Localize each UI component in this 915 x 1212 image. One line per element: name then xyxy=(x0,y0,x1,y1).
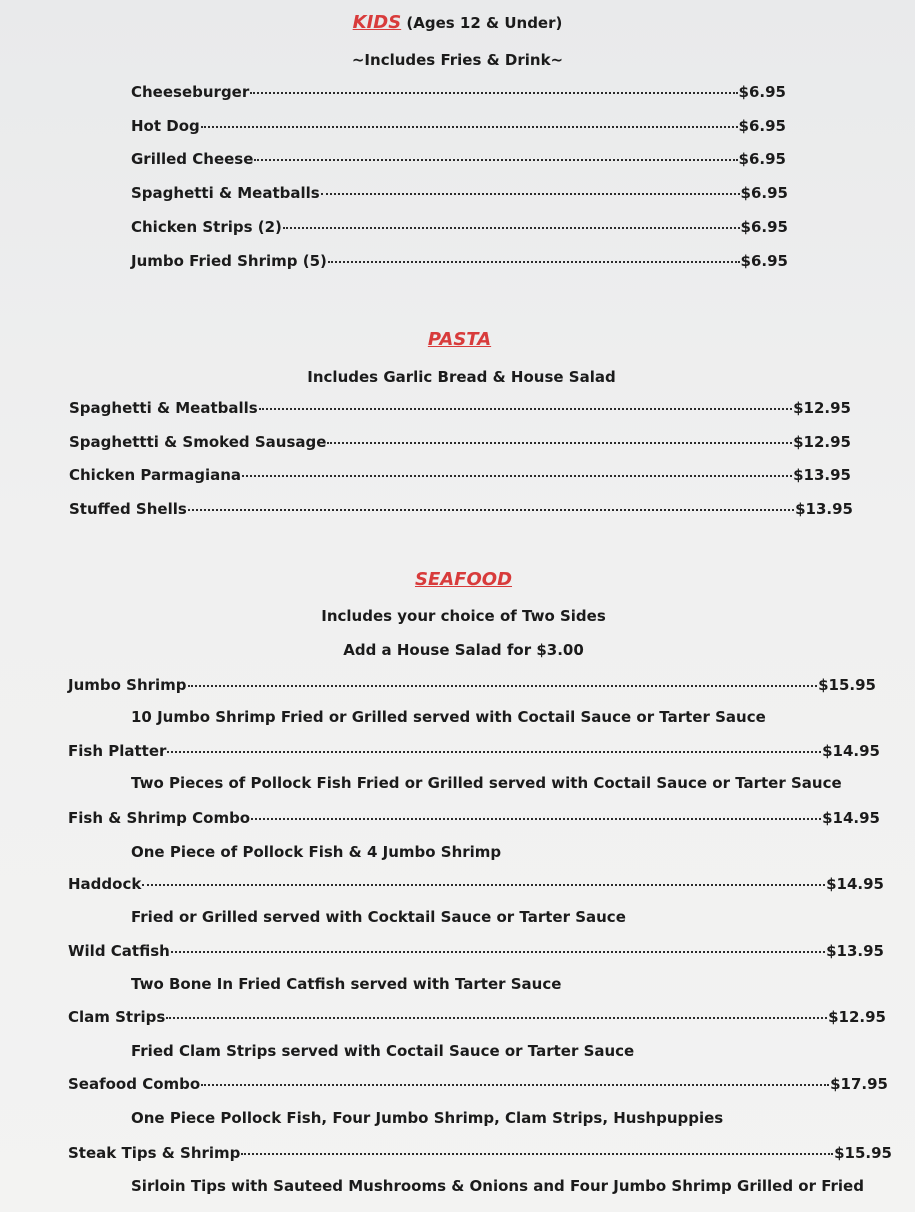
menu-row xyxy=(131,83,786,101)
menu-row xyxy=(69,500,853,518)
menu-row xyxy=(69,466,851,484)
dot-leader xyxy=(201,126,738,128)
item-price: $13.95 xyxy=(793,466,851,484)
seafood-subtitle-sides: Includes your choice of Two Sides xyxy=(321,607,606,625)
kids-header xyxy=(0,12,915,33)
item-name: Spaghetti & Meatballs xyxy=(69,399,258,417)
seafood-subtitle-salad: Add a House Salad for $3.00 xyxy=(343,641,584,659)
kids-heading: KIDS xyxy=(352,12,402,33)
dot-leader xyxy=(254,159,737,161)
kids-heading-suffix: (Ages 12 & Under) xyxy=(401,14,563,32)
item-name: Chicken Strips (2) xyxy=(131,218,282,236)
item-description: Fried Clam Strips served with Coctail Sauce or Tarter Sauce xyxy=(131,1042,635,1060)
dot-leader xyxy=(321,193,740,195)
item-price: $6.95 xyxy=(740,252,788,270)
item-name: Grilled Cheese xyxy=(131,150,254,168)
dot-leader xyxy=(328,261,740,263)
item-name: Seafood Combo xyxy=(68,1075,201,1093)
kids-subtitle: ~Includes Fries & Drink~ xyxy=(351,51,564,69)
item-name: Chicken Parmagiana xyxy=(69,466,242,484)
item-price: $12.95 xyxy=(793,399,851,417)
item-price: $17.95 xyxy=(830,1075,888,1093)
menu-row xyxy=(68,676,876,694)
item-name: Jumbo Shrimp xyxy=(68,676,187,694)
item-price: $6.95 xyxy=(740,218,788,236)
item-price: $14.95 xyxy=(822,809,880,827)
pasta-header xyxy=(2,329,915,350)
pasta-heading: PASTA xyxy=(427,329,492,350)
dot-leader xyxy=(166,1017,827,1019)
item-description: One Piece Pollock Fish, Four Jumbo Shrimp, Clam Strips, Hushpuppies xyxy=(131,1109,724,1127)
seafood-heading: SEAFOOD xyxy=(414,569,513,590)
menu-row xyxy=(68,1008,886,1026)
item-price: $15.95 xyxy=(834,1144,892,1162)
item-name: Stuffed Shells xyxy=(69,500,187,518)
menu-row xyxy=(69,433,851,451)
menu-row xyxy=(68,875,884,893)
item-name: Fish & Shrimp Combo xyxy=(68,809,251,827)
dot-leader xyxy=(259,408,792,410)
menu-row xyxy=(68,942,884,960)
item-price: $13.95 xyxy=(795,500,853,518)
item-name: Haddock xyxy=(68,875,142,893)
dot-leader xyxy=(167,751,821,753)
menu-row xyxy=(68,742,880,760)
item-price: $15.95 xyxy=(818,676,876,694)
dot-leader xyxy=(250,92,737,94)
item-price: $13.95 xyxy=(826,942,884,960)
dot-leader xyxy=(242,475,792,477)
dot-leader xyxy=(241,1153,833,1155)
item-price: $6.95 xyxy=(738,83,786,101)
menu-row xyxy=(69,399,851,417)
menu-row xyxy=(131,218,788,236)
item-description: One Piece of Pollock Fish & 4 Jumbo Shrimp xyxy=(131,843,502,861)
item-price: $6.95 xyxy=(738,150,786,168)
menu-row xyxy=(68,1075,888,1093)
item-name: Fish Platter xyxy=(68,742,167,760)
menu-row xyxy=(131,150,786,168)
dot-leader xyxy=(201,1084,829,1086)
item-name: Steak Tips & Shrimp xyxy=(68,1144,241,1162)
item-price: $14.95 xyxy=(826,875,884,893)
item-name: Cheeseburger xyxy=(131,83,250,101)
dot-leader xyxy=(188,509,794,511)
menu-row xyxy=(131,252,788,270)
dot-leader xyxy=(251,818,821,820)
item-price: $12.95 xyxy=(828,1008,886,1026)
item-name: Spaghetti & Meatballs xyxy=(131,184,320,202)
item-description: Two Bone In Fried Catfish served with Tarter Sauce xyxy=(131,975,562,993)
menu-row xyxy=(68,809,880,827)
item-price: $12.95 xyxy=(793,433,851,451)
dot-leader xyxy=(188,685,818,687)
item-description: Fried or Grilled served with Cocktail Sauce or Tarter Sauce xyxy=(131,908,626,926)
dot-leader xyxy=(283,227,740,229)
item-price: $6.95 xyxy=(740,184,788,202)
dot-leader xyxy=(327,442,792,444)
pasta-subtitle: Includes Garlic Bread & House Salad xyxy=(307,368,616,386)
item-name: Hot Dog xyxy=(131,117,200,135)
menu-row xyxy=(131,184,788,202)
item-description: Two Pieces of Pollock Fish Fried or Grilled served with Coctail Sauce or Tarter Sauce xyxy=(131,774,842,792)
item-price: $6.95 xyxy=(738,117,786,135)
dot-leader xyxy=(142,884,825,886)
item-description: 10 Jumbo Shrimp Fried or Grilled served with Coctail Sauce or Tarter Sauce xyxy=(131,708,766,726)
item-name: Spaghettti & Smoked Sausage xyxy=(69,433,327,451)
item-price: $14.95 xyxy=(822,742,880,760)
dot-leader xyxy=(171,951,825,953)
item-name: Wild Catfish xyxy=(68,942,170,960)
item-name: Jumbo Fried Shrimp (5) xyxy=(131,252,327,270)
item-name: Clam Strips xyxy=(68,1008,166,1026)
menu-row xyxy=(131,117,786,135)
item-description: Sirloin Tips with Sauteed Mushrooms & Onions and Four Jumbo Shrimp Grilled or Fried xyxy=(131,1177,864,1195)
menu-row xyxy=(68,1144,892,1162)
seafood-header xyxy=(6,569,915,590)
